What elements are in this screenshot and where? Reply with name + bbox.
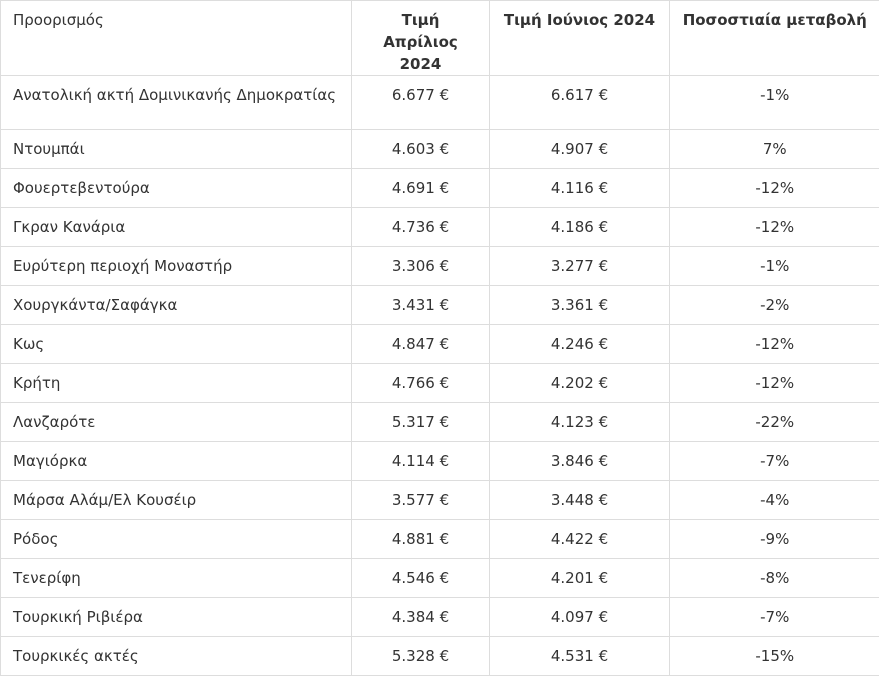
cell-june-price: 4.123 € [490, 403, 670, 442]
cell-percent-change: -22% [670, 403, 879, 442]
table-row [1, 247, 879, 286]
cell-percent-change: -12% [670, 325, 879, 364]
cell-april-price: 4.603 € [352, 130, 490, 169]
table-row [1, 637, 879, 676]
table-row [1, 364, 879, 403]
cell-destination: Ευρύτερη περιοχή Μοναστήρ [1, 247, 352, 286]
cell-percent-change: -1% [670, 247, 879, 286]
cell-april-price: 5.328 € [352, 637, 490, 676]
table-row [1, 169, 879, 208]
table-row [1, 76, 879, 130]
cell-april-price: 4.736 € [352, 208, 490, 247]
cell-destination: Τενερίφη [1, 559, 352, 598]
cell-destination: Ντουμπάι [1, 130, 352, 169]
table-row [1, 286, 879, 325]
header-percent-change: Ποσοστιαία μεταβολή [670, 1, 879, 76]
cell-percent-change: -7% [670, 598, 879, 637]
cell-april-price: 4.691 € [352, 169, 490, 208]
cell-destination: Κρήτη [1, 364, 352, 403]
table-row [1, 325, 879, 364]
cell-april-price: 5.317 € [352, 403, 490, 442]
table-row [1, 403, 879, 442]
cell-june-price: 3.277 € [490, 247, 670, 286]
cell-percent-change: -12% [670, 208, 879, 247]
cell-june-price: 4.116 € [490, 169, 670, 208]
cell-april-price: 4.546 € [352, 559, 490, 598]
cell-destination: Μάρσα Αλάμ/Ελ Κουσέιρ [1, 481, 352, 520]
table-row [1, 481, 879, 520]
cell-destination: Ρόδος [1, 520, 352, 559]
cell-june-price: 3.361 € [490, 286, 670, 325]
cell-destination: Μαγιόρκα [1, 442, 352, 481]
cell-destination: Χουργκάντα/Σαφάγκα [1, 286, 352, 325]
table-row [1, 520, 879, 559]
cell-april-price: 3.577 € [352, 481, 490, 520]
cell-april-price: 3.306 € [352, 247, 490, 286]
cell-april-price: 4.847 € [352, 325, 490, 364]
table-row [1, 442, 879, 481]
cell-percent-change: -15% [670, 637, 879, 676]
cell-june-price: 4.097 € [490, 598, 670, 637]
cell-june-price: 4.422 € [490, 520, 670, 559]
cell-april-price: 4.766 € [352, 364, 490, 403]
cell-april-price: 4.881 € [352, 520, 490, 559]
cell-percent-change: -4% [670, 481, 879, 520]
cell-percent-change: -2% [670, 286, 879, 325]
cell-june-price: 3.448 € [490, 481, 670, 520]
cell-june-price: 4.907 € [490, 130, 670, 169]
table-row [1, 559, 879, 598]
cell-percent-change: -7% [670, 442, 879, 481]
cell-destination: Τουρκικές ακτές [1, 637, 352, 676]
cell-destination: Φουερτεβεντούρα [1, 169, 352, 208]
table-row [1, 208, 879, 247]
cell-april-price: 6.677 € [352, 76, 490, 130]
header-april-price: Τιμή Απρίλιος 2024 [352, 1, 490, 76]
cell-percent-change: -1% [670, 76, 879, 130]
cell-destination: Λανζαρότε [1, 403, 352, 442]
cell-percent-change: -8% [670, 559, 879, 598]
table-header-row [1, 1, 879, 76]
cell-destination: Τουρκική Ριβιέρα [1, 598, 352, 637]
table-row [1, 598, 879, 637]
cell-percent-change: -9% [670, 520, 879, 559]
cell-percent-change: -12% [670, 169, 879, 208]
cell-april-price: 3.431 € [352, 286, 490, 325]
cell-percent-change: 7% [670, 130, 879, 169]
table-row [1, 130, 879, 169]
cell-destination: Ανατολική ακτή Δομινικανής Δημοκρατίας [1, 76, 352, 130]
cell-april-price: 4.384 € [352, 598, 490, 637]
header-june-price: Τιμή Ιούνιος 2024 [490, 1, 670, 76]
cell-june-price: 4.531 € [490, 637, 670, 676]
cell-june-price: 6.617 € [490, 76, 670, 130]
header-destination: Προορισμός [1, 1, 352, 76]
cell-april-price: 4.114 € [352, 442, 490, 481]
cell-destination: Κως [1, 325, 352, 364]
cell-june-price: 4.186 € [490, 208, 670, 247]
cell-june-price: 4.202 € [490, 364, 670, 403]
cell-june-price: 4.246 € [490, 325, 670, 364]
cell-destination: Γκραν Κανάρια [1, 208, 352, 247]
cell-june-price: 4.201 € [490, 559, 670, 598]
cell-percent-change: -12% [670, 364, 879, 403]
cell-june-price: 3.846 € [490, 442, 670, 481]
